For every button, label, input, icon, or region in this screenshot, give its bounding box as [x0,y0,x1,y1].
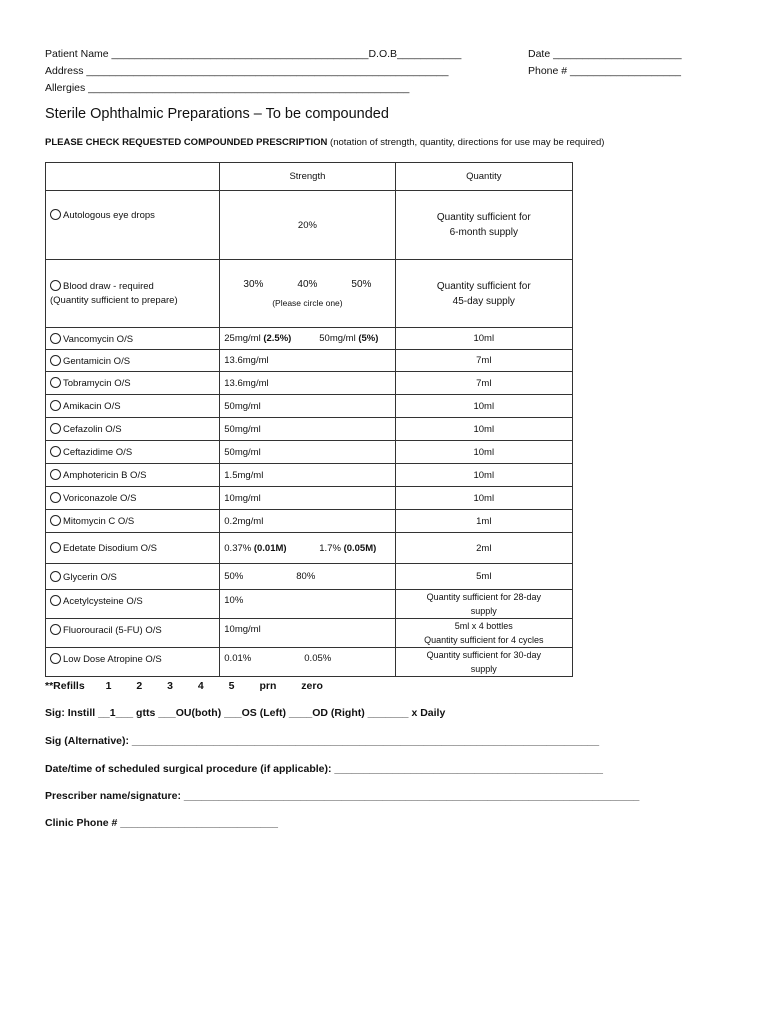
strength-option[interactable]: 40% [297,279,318,290]
table-row [46,418,573,441]
radio-circle-icon[interactable] [50,280,61,291]
strength-cell: 10mg/ml [220,487,395,510]
strength-cell: 0.2mg/ml [220,510,395,533]
patient-name-dob-field[interactable]: Patient Name ____________________________________________D.O.B___________ [45,48,462,60]
table-row [46,619,573,648]
rx-option-amikacin[interactable] [46,395,220,418]
quantity-line: Quantity sufficient for 4 cycles [424,635,544,645]
form-title: Sterile Ophthalmic Preparations – To be compounded [45,106,389,122]
quantity-cell: 10ml [395,328,572,350]
rx-option-voriconazole[interactable] [46,487,220,510]
strength-cell: 13.6mg/ml [220,372,395,395]
strength-option[interactable]: 50% [351,279,372,290]
table-row [46,564,573,590]
drug-name: Fluorouracil (5-FU) O/S [63,625,162,636]
clinic-phone-field[interactable]: Clinic Phone # ___________________________ [45,817,278,829]
quantity-line: Quantity sufficient for 30-day [426,650,541,660]
quantity-cell: 2ml [395,533,572,564]
quantity-cell [395,648,572,677]
refill-option[interactable]: 4 [197,680,204,692]
rx-option-fluorouracil[interactable] [46,619,220,648]
quantity-cell [395,260,572,328]
table-row [46,328,573,350]
header-strength: Strength [220,163,395,191]
quantity-line: 5ml x 4 bottles [454,621,513,631]
refill-option[interactable]: 1 [105,680,112,692]
quantity-cell: 10ml [395,464,572,487]
refills-label: **Refills [45,680,85,692]
radio-circle-icon[interactable] [50,333,61,344]
table-row [46,191,573,260]
quantity-cell: 5ml [395,564,572,590]
strength-cell: 50mg/ml [220,418,395,441]
instruction-line [45,137,604,148]
radio-circle-icon[interactable] [50,492,61,503]
table-row [46,260,573,328]
quantity-line: supply [470,664,497,674]
phone-field[interactable]: Phone # ___________________ [528,65,681,77]
strength-cell [220,533,395,564]
strength-cell [220,648,395,677]
rx-option-cefazolin[interactable] [46,418,220,441]
drug-name: Blood draw - required [63,280,154,292]
strength-cell: 13.6mg/ml [220,350,395,372]
instruction-note: (notation of strength, quantity, directions for use may be required) [330,137,605,148]
radio-circle-icon[interactable] [50,653,61,664]
sig-alternative-field[interactable]: Sig (Alternative): ________________________________________________________________________________ [45,735,600,747]
table-row [46,350,573,372]
allergies-field[interactable]: Allergies _______________________________________________________ [45,82,410,94]
quantity-line: Quantity sufficient for [436,212,531,223]
quantity-cell: 10ml [395,395,572,418]
strength-cell [220,260,395,328]
drug-name: Amphotericin B O/S [63,470,147,481]
rx-option-blood-draw[interactable] [46,260,220,328]
strength-cell: 20% [220,191,395,260]
quantity-cell: 7ml [395,350,572,372]
radio-circle-icon[interactable] [50,469,61,480]
strength-molar: (0.01M) [253,542,287,554]
table-row [46,510,573,533]
table-row [46,395,573,418]
rx-option-autologous[interactable] [46,191,220,260]
quantity-cell [395,191,572,260]
table-row [46,464,573,487]
table-row [46,533,573,564]
radio-circle-icon[interactable] [50,624,61,635]
drug-name: Low Dose Atropine O/S [63,654,162,665]
strength-value: 25mg/ml [224,333,264,344]
table-row [46,441,573,464]
refill-option[interactable]: 3 [167,680,173,692]
strength-cell [220,564,395,590]
strength-option[interactable]: 0.01% [224,653,252,664]
strength-option[interactable]: 80% [296,571,316,582]
prescription-table [45,162,573,677]
quantity-line: Quantity sufficient for [436,280,531,292]
rx-option-low-dose-atropine[interactable] [46,648,220,677]
radio-circle-icon[interactable] [50,355,61,366]
quantity-cell: 10ml [395,441,572,464]
radio-circle-icon[interactable] [50,446,61,457]
drug-subnote: (Quantity sufficient to prepare) [50,294,178,306]
instruction-bold: PLEASE CHECK REQUESTED COMPOUNDED PRESCRIPTION [45,137,328,148]
radio-circle-icon[interactable] [50,377,61,388]
strength-value: 50mg/ml [319,333,359,344]
strength-value: 0.37% [224,542,254,554]
quantity-line: 45-day supply [452,295,515,307]
drug-name: Autologous eye drops [63,210,155,221]
table-row [46,487,573,510]
drug-name: Mitomycin C O/S [63,516,135,527]
strength-cell [220,328,395,350]
radio-circle-icon[interactable] [50,571,61,582]
table-header-row [46,163,573,191]
refill-option[interactable]: 5 [228,680,235,692]
rx-option-gentamicin[interactable] [46,350,220,372]
drug-name: Gentamicin O/S [63,355,131,367]
drug-name: Amikacin O/S [63,401,121,412]
quantity-cell: 10ml [395,487,572,510]
refill-option[interactable]: zero [301,680,323,692]
quantity-line: 6-month supply [449,227,518,238]
radio-circle-icon[interactable] [50,209,61,220]
quantity-cell: 10ml [395,418,572,441]
circle-note: (Please circle one) [272,298,343,308]
rx-option-vancomycin[interactable] [46,328,220,350]
strength-option[interactable]: 0.05% [304,653,332,664]
drug-name: Acetylcysteine O/S [63,596,143,607]
drug-name: Edetate Disodium O/S [63,543,157,554]
strength-percent: (5%) [358,333,379,344]
header-empty-cell [46,163,220,191]
quantity-cell: 1ml [395,510,572,533]
strength-molar: (0.05M) [343,542,377,554]
address-field[interactable]: Address ______________________________________________________________ [45,65,449,77]
drug-name: Cefazolin O/S [63,424,122,435]
prescriber-signature-field[interactable]: Prescriber name/signature: ______________________________________________________________________________ [45,790,640,802]
drug-name: Ceftazidime O/S [63,447,133,458]
rx-option-glycerin[interactable] [46,564,220,590]
table-row [46,372,573,395]
header-quantity: Quantity [395,163,572,191]
quantity-line: Quantity sufficient for 28-day [426,592,541,602]
rx-option-ceftazidime[interactable] [46,441,220,464]
radio-circle-icon[interactable] [50,400,61,411]
strength-cell: 50mg/ml [220,395,395,418]
drug-name: Vancomycin O/S [63,333,134,345]
strength-cell: 10% [220,590,395,619]
rx-option-acetylcysteine[interactable] [46,590,220,619]
sig-line[interactable]: Sig: Instill __1___ gtts ___OU(both) ___OS (Left) ____OD (Right) _______ x Daily [45,707,446,719]
rx-option-tobramycin[interactable] [46,372,220,395]
refill-option[interactable]: 2 [136,680,143,692]
drug-name: Glycerin O/S [63,571,117,583]
refill-option[interactable]: prn [259,680,277,692]
strength-percent: (2.5%) [263,333,292,344]
refills-row [45,680,345,692]
quantity-cell: 7ml [395,372,572,395]
radio-circle-icon[interactable] [50,515,61,526]
radio-circle-icon[interactable] [50,542,61,553]
strength-option[interactable]: 30% [243,279,264,290]
rx-option-mitomycin[interactable] [46,510,220,533]
strength-cell: 10mg/ml [220,619,395,648]
quantity-line: supply [470,606,497,616]
radio-circle-icon[interactable] [50,595,61,606]
strength-cell: 1.5mg/ml [220,464,395,487]
radio-circle-icon[interactable] [50,423,61,434]
quantity-cell [395,619,572,648]
drug-name: Voriconazole O/S [63,493,137,504]
rx-option-edetate-disodium[interactable] [46,533,220,564]
quantity-cell [395,590,572,619]
date-field[interactable]: Date ______________________ [528,48,682,60]
strength-option[interactable]: 50% [224,571,244,582]
surgery-date-field[interactable]: Date/time of scheduled surgical procedure (if applicable): ______________________________________________ [45,763,604,775]
drug-name: Tobramycin O/S [63,378,131,389]
table-row [46,648,573,677]
rx-option-amphotericin[interactable] [46,464,220,487]
strength-cell: 50mg/ml [220,441,395,464]
table-row [46,590,573,619]
strength-value: 1.7% [319,542,344,554]
